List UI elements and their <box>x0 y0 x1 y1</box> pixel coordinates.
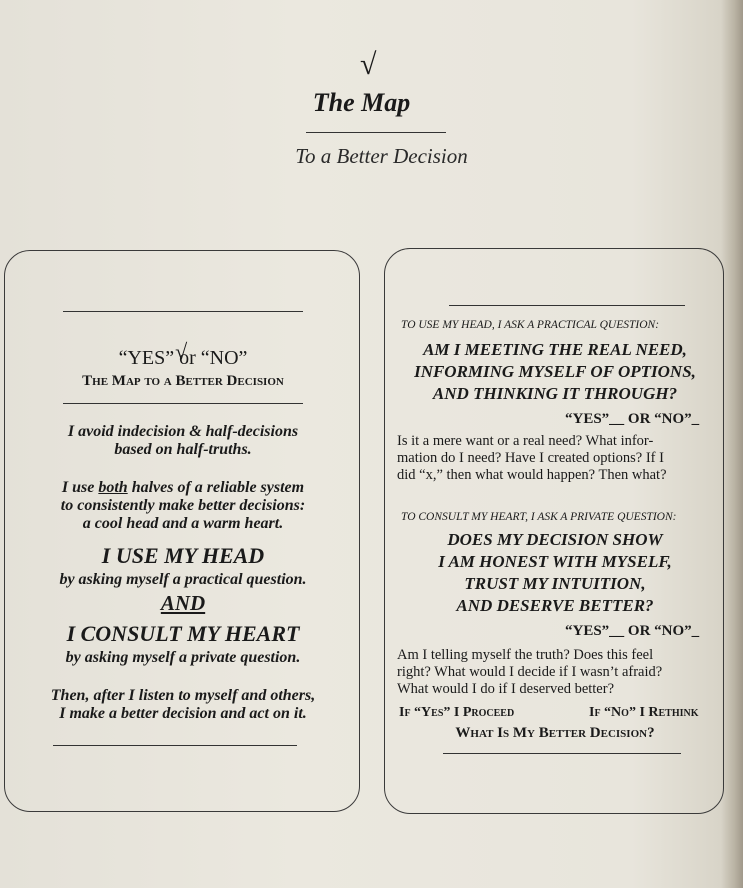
rethink-label: If “No” I Rethink <box>589 705 699 720</box>
and-label <box>5 591 361 616</box>
private-question-line-1: DOES MY DECISION SHOW <box>447 530 663 549</box>
private-question-line-4: AND DESERVE BETTER? <box>456 596 654 615</box>
practical-body-line-3: did “x,” then what would happen? Then what? <box>397 467 667 483</box>
page-subtitle: To a Better Decision <box>295 144 468 168</box>
para-system-prefix: I use <box>61 479 99 496</box>
practical-question <box>385 339 725 405</box>
para-system-line-3: a cool head and a warm heart. <box>82 515 284 532</box>
page-edge-shadow <box>721 0 743 888</box>
private-question <box>385 529 725 617</box>
practical-question-line-3: AND THINKING IT THROUGH? <box>432 384 678 403</box>
para-system-line-2: to consistently make better decisions: <box>60 497 306 514</box>
use-my-head-sub: by asking myself a practical question. <box>59 571 307 588</box>
para-system-rest: halves of a reliable system <box>127 479 305 496</box>
left-bottom-rule <box>53 745 297 746</box>
closing-line-2: I make a better decision and act on it. <box>59 705 307 722</box>
practical-question-line-1: AM I MEETING THE REAL NEED, <box>423 340 687 359</box>
no-label: “NO” <box>200 347 248 369</box>
private-question-intro: TO CONSULT MY HEART, I ASK A PRIVATE QUESTION: <box>401 511 677 523</box>
para-indecision <box>5 423 361 459</box>
page-title: The Map <box>312 88 411 117</box>
practical-yes-no: “YES”__ OR “NO”_ <box>565 411 700 427</box>
consult-my-heart-heading: I CONSULT MY HEART <box>66 621 300 646</box>
use-my-head-heading: I USE MY HEAD <box>101 543 265 568</box>
right-card <box>384 248 724 814</box>
para-indecision-line-1: I avoid indecision & half-decisions <box>67 423 299 440</box>
proceed-label: If “Yes” I Proceed <box>399 705 515 720</box>
private-yes-no: “YES”__ OR “NO”_ <box>565 623 700 639</box>
closing-line-1: Then, after I listen to myself and others, <box>50 687 316 704</box>
private-body-line-3: What would I do if I deserved better? <box>397 681 615 697</box>
para-system-underlined: both <box>98 479 128 496</box>
practical-body <box>397 433 667 484</box>
or-label: √ or <box>179 347 196 369</box>
closing-statement <box>5 687 361 723</box>
yes-or-no-heading <box>5 347 361 370</box>
right-bottom-rule <box>443 753 681 754</box>
private-body <box>397 647 662 698</box>
map-caption: The Map to a Better Decision <box>82 373 284 389</box>
right-top-rule <box>449 305 685 306</box>
title-divider <box>306 132 446 133</box>
para-system-line-1 <box>5 479 361 497</box>
private-question-line-3: TRUST MY INTUITION, <box>464 574 646 593</box>
para-system <box>5 479 361 533</box>
final-question: What Is My Better Decision? <box>455 725 655 741</box>
private-body-line-2: right? What would I decide if I wasn’t afraid? <box>397 664 663 680</box>
private-body-line-1: Am I telling myself the truth? Does this feel <box>397 647 654 663</box>
yes-label: “YES” <box>118 347 175 369</box>
left-card <box>4 250 360 812</box>
checkmark-icon: √ <box>360 48 377 81</box>
practical-question-line-2: INFORMING MYSELF OF OPTIONS, <box>414 362 696 381</box>
private-question-line-2: I AM HONEST WITH MYSELF, <box>438 552 672 571</box>
practical-body-line-1: Is it a mere want or a real need? What infor- <box>397 433 654 449</box>
para-indecision-line-2: based on half-truths. <box>114 441 252 458</box>
and-label-text: AND <box>160 591 206 615</box>
consult-my-heart-sub: by asking myself a private question. <box>65 649 301 666</box>
practical-question-intro: TO USE MY HEAD, I ASK A PRACTICAL QUESTION: <box>401 319 660 331</box>
practical-body-line-2: mation do I need? Have I created options? If I <box>397 450 664 466</box>
left-top-rule <box>63 311 303 312</box>
caption-rule <box>63 403 303 404</box>
